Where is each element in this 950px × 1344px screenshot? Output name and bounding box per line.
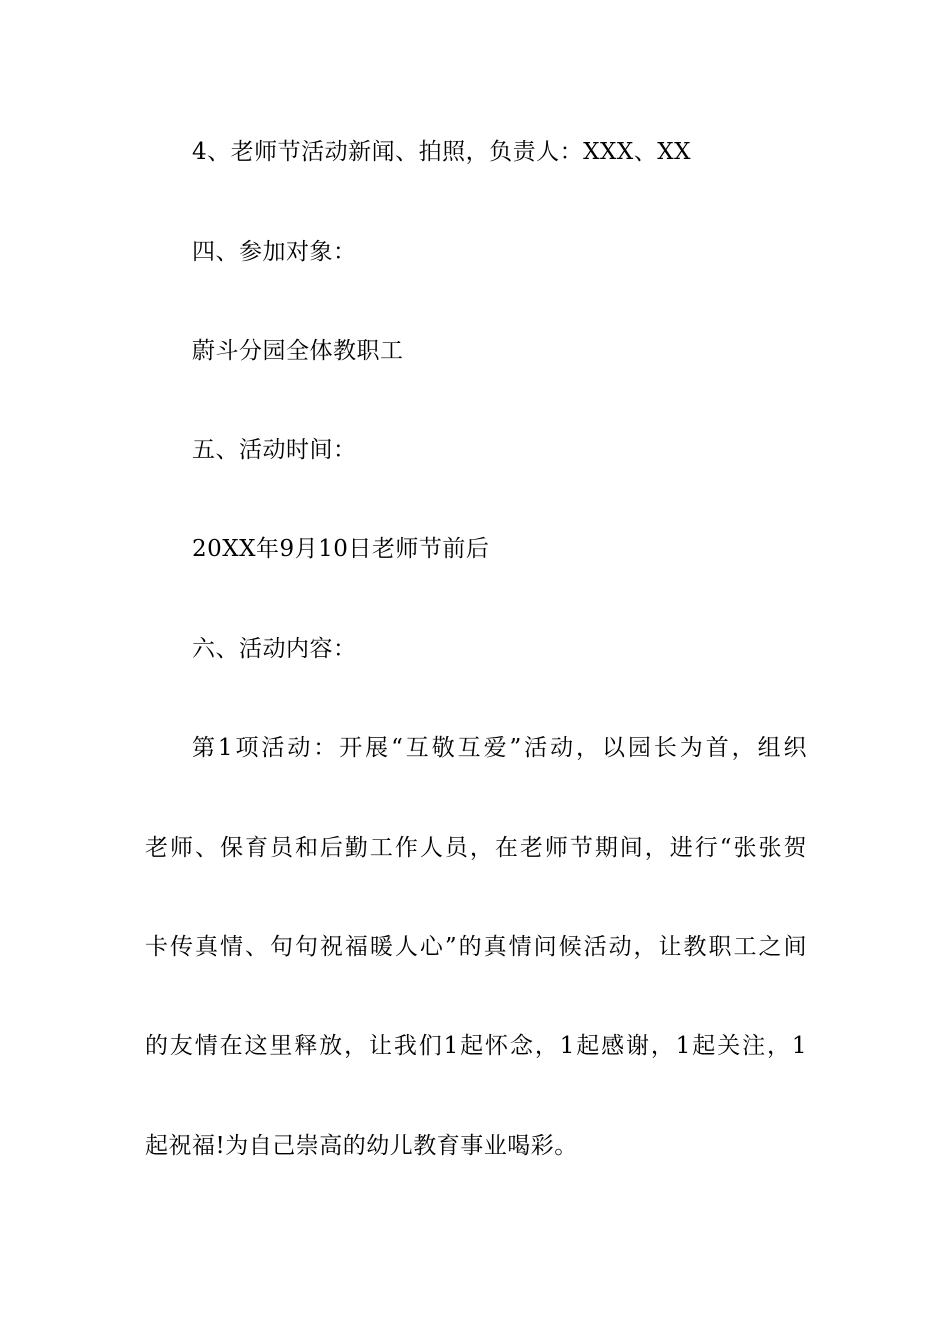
section-heading-content: 六、活动内容：: [192, 636, 357, 662]
participants-text: 蔚斗分园全体教职工: [192, 338, 404, 364]
paragraph-line-1: 第1项活动：开展“互敬互爱”活动，以园长为首，组织: [192, 735, 807, 761]
paragraph-line-3: 卡传真情、句句祝福暖人心”的真情问候活动，让教职工之间: [145, 934, 807, 960]
responsible-person-line: 4、老师节活动新闻、拍照，负责人：XXX、XX: [192, 139, 692, 165]
paragraph-line-4: 的友情在这里释放，让我们1起怀念，1起感谢，1起关注，1: [145, 1033, 807, 1059]
activity-time-text: 20XX年9月10日老师节前后: [192, 536, 490, 562]
paragraph-line-2: 老师、保育员和后勤工作人员，在老师节期间，进行“张张贺: [145, 835, 807, 861]
section-heading-time: 五、活动时间：: [192, 437, 357, 463]
paragraph-line-5: 起祝福!为自己崇高的幼儿教育事业喝彩。: [145, 1133, 578, 1159]
section-heading-participants: 四、参加对象：: [192, 239, 357, 265]
